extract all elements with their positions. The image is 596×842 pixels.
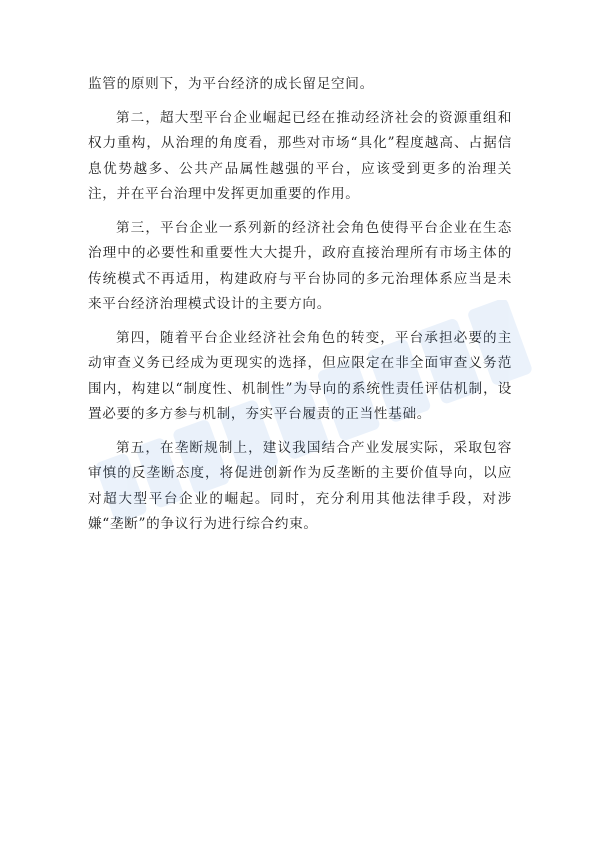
paragraph-continuation: 监管的原则下，为平台经济的成长留足空间。 <box>88 76 374 92</box>
paragraph-point-four: 第四，随着平台企业经济社会角色的转变，平台承担必要的主动审查义务已经成为更现实的选择，但应限定在非全面审查义务范围内，构建以“制度性、机制性”为导向的系统性责任评估机制，设置必要的多方参与机制，夯实平台履责的正当性基础。 <box>88 329 512 422</box>
paragraph-point-two: 第二，超大型平台企业崛起已经在推动经济社会的资源重组和权力重构，从治理的角度看，那些对市场“具化”程度越高、占据信息优势越多、公共产品属性越强的平台，应该受到更多的治理关注，并在平台治理中发挥更加重要的作用。 <box>88 109 512 202</box>
paragraph-point-five: 第五，在垄断规制上，建议我国结合产业发展实际，采取包容审慎的反垄断态度，将促进创新作为反垄断的主要价值导向，以应对超大型平台企业的崛起。同时，充分利用其他法律手段，对涉嫌“垄断”的争议行为进行综合约束。 <box>88 439 512 532</box>
paragraph-point-three: 第三，平台企业一系列新的经济社会角色使得平台企业在生态治理中的必要性和重要性大大提升，政府直接治理所有市场主体的传统模式不再适用，构建政府与平台协同的多元治理体系应当是未来平台经济治理模式设计的主要方向。 <box>88 219 512 312</box>
document-body <box>88 72 512 538</box>
